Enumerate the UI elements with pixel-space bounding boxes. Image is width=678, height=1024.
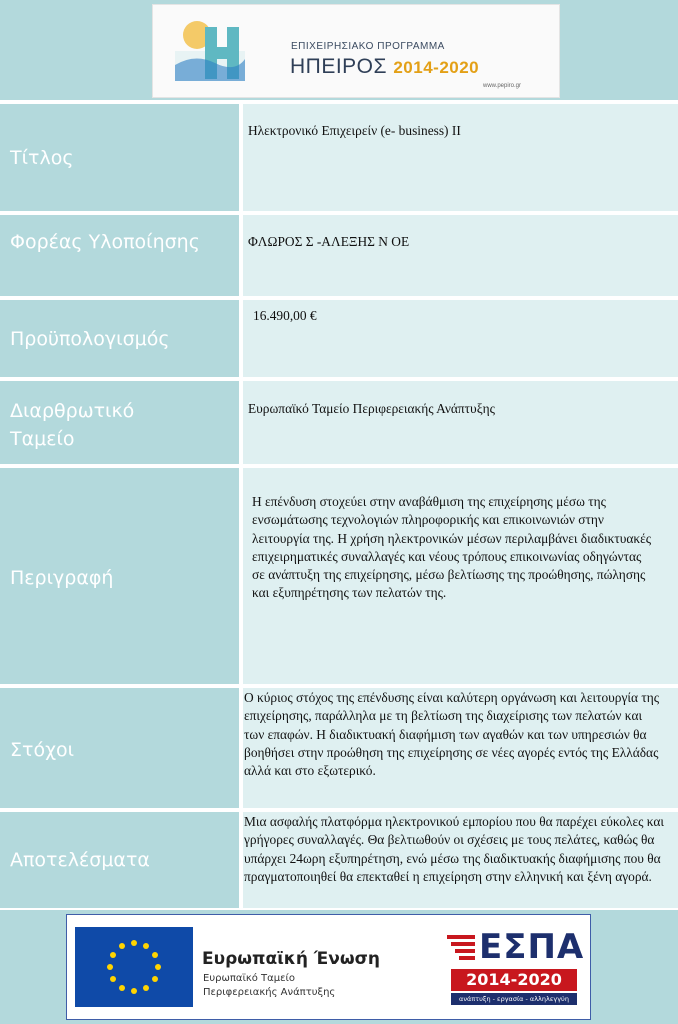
espa-stripes-icon — [447, 935, 477, 961]
label-description: Περιγραφή — [10, 567, 114, 589]
eu-fund-line1: Ευρωπαϊκό Ταμείο — [203, 973, 295, 984]
value-structural-fund: Ευρωπαϊκό Ταμείο Περιφερειακής Ανάπτυξης — [248, 401, 495, 416]
row-label-cell — [0, 215, 239, 296]
espa-logo — [445, 921, 585, 1013]
label-budget: Προϋπολογισμός — [10, 328, 170, 350]
row-value-cell — [243, 104, 678, 211]
row-value-cell — [243, 300, 678, 377]
sun-mountain-icon — [175, 15, 245, 81]
espa-tagline: ανάπτυξη - εργασία - αλληλεγγύη — [451, 993, 577, 1005]
program-website: www.pepiro.gr — [483, 83, 522, 89]
funding-logos — [66, 914, 591, 1020]
row-value-cell — [243, 381, 678, 464]
row-label-cell — [0, 104, 239, 211]
eu-fund-line2: Περιφερειακής Ανάπτυξης — [203, 987, 336, 998]
program-name-line2 — [290, 55, 479, 79]
value-title: Ηλεκτρονικό Επιχειρείν (e- business) ΙΙ — [248, 123, 461, 138]
row-title — [0, 104, 678, 211]
espa-word: ΕΣΠΑ — [479, 927, 585, 967]
program-name-line1: ΕΠΙΧΕΙΡΗΣΙΑΚΟ ΠΡΟΓΡΑΜΜΑ — [291, 41, 445, 52]
eu-title: Ευρωπαϊκή Ένωση — [202, 949, 380, 969]
value-description: Η επένδυση στοχεύει στην αναβάθμιση της επιχείρησης μέσω της ενσωμάτωσης τεχνολογιών πληροφορικής και επικοινωνιών στην λειτουργία της. Η χρήση ηλεκτρονικών μέσων περιλαμβάνει διαδικτυακές επιχειρηματικές συναλλαγές και νέους τρόπους επικοινωνίας οδηγώντας σε ανάπτυξη της επιχείρησης, μέσω βελτίωσης της προώθησης, πώλησης και εξυπηρέτησης των πελατών της. — [252, 494, 652, 601]
row-value-cell — [243, 468, 678, 684]
label-title: Τίτλος — [10, 147, 74, 169]
label-goals: Στόχοι — [10, 739, 75, 761]
row-results — [0, 812, 678, 908]
row-structural-fund — [0, 381, 678, 464]
row-implementing-body — [0, 215, 678, 296]
row-value-cell — [243, 688, 678, 808]
program-logo — [152, 4, 560, 98]
value-goals: Ο κύριος στόχος της επένδυσης είναι καλύτερη οργάνωση και λειτουργία της επιχείρησης, παράλληλα με τη βελτίωση της διαχείρισης των πελατών και των επαφών. Η διαδικτυακή διαφήμιση των αγαθών και των υπηρεσιών θα βοηθήσει στην προώθηση της επιχείρησης σε νέες αγορές εντός της Ελλάδας αλλά και στο εξωτερικό. — [244, 690, 660, 779]
row-label-cell — [0, 381, 239, 464]
value-implementing-body: ΦΛΩΡΟΣ Σ -ΑΛΕΞΗΣ Ν ΟΕ — [248, 234, 410, 249]
row-value-cell — [243, 215, 678, 296]
row-budget — [0, 300, 678, 377]
header-banner — [0, 0, 678, 100]
value-results: Μια ασφαλής πλατφόρμα ηλεκτρονικού εμπορίου που θα παρέχει εύκολες και γρήγορες συναλλαγές. Θα βελτιωθούν οι σχέσεις με τους πελάτες, καθώς θα υπάρχει 24ωρη εξυπηρέτηση, ενώ μέσω της διαδικτυακής διαφήμισης που θα πραγματοποιηθεί θα επεκταθεί η επιχείρηση στην ελληνική και ξένη αγορά. — [244, 814, 665, 884]
espa-years: 2014-2020 — [451, 969, 577, 991]
label-results: Αποτελέσματα — [10, 849, 150, 871]
row-label-cell — [0, 300, 239, 377]
program-region: ΗΠΕΙΡΟΣ — [290, 55, 387, 78]
row-label-cell — [0, 812, 239, 908]
eu-flag-icon — [75, 927, 193, 1007]
row-label-cell — [0, 688, 239, 808]
label-structural-fund: Διαρθρωτικό Ταμείο — [10, 400, 135, 450]
row-label-cell — [0, 468, 239, 684]
row-description — [0, 468, 678, 684]
row-value-cell — [243, 812, 678, 908]
row-goals — [0, 688, 678, 808]
value-budget: 16.490,00 € — [253, 308, 317, 323]
label-implementing-body: Φορέας Υλοποίησης — [10, 231, 200, 253]
program-years: 2014-2020 — [393, 58, 480, 77]
